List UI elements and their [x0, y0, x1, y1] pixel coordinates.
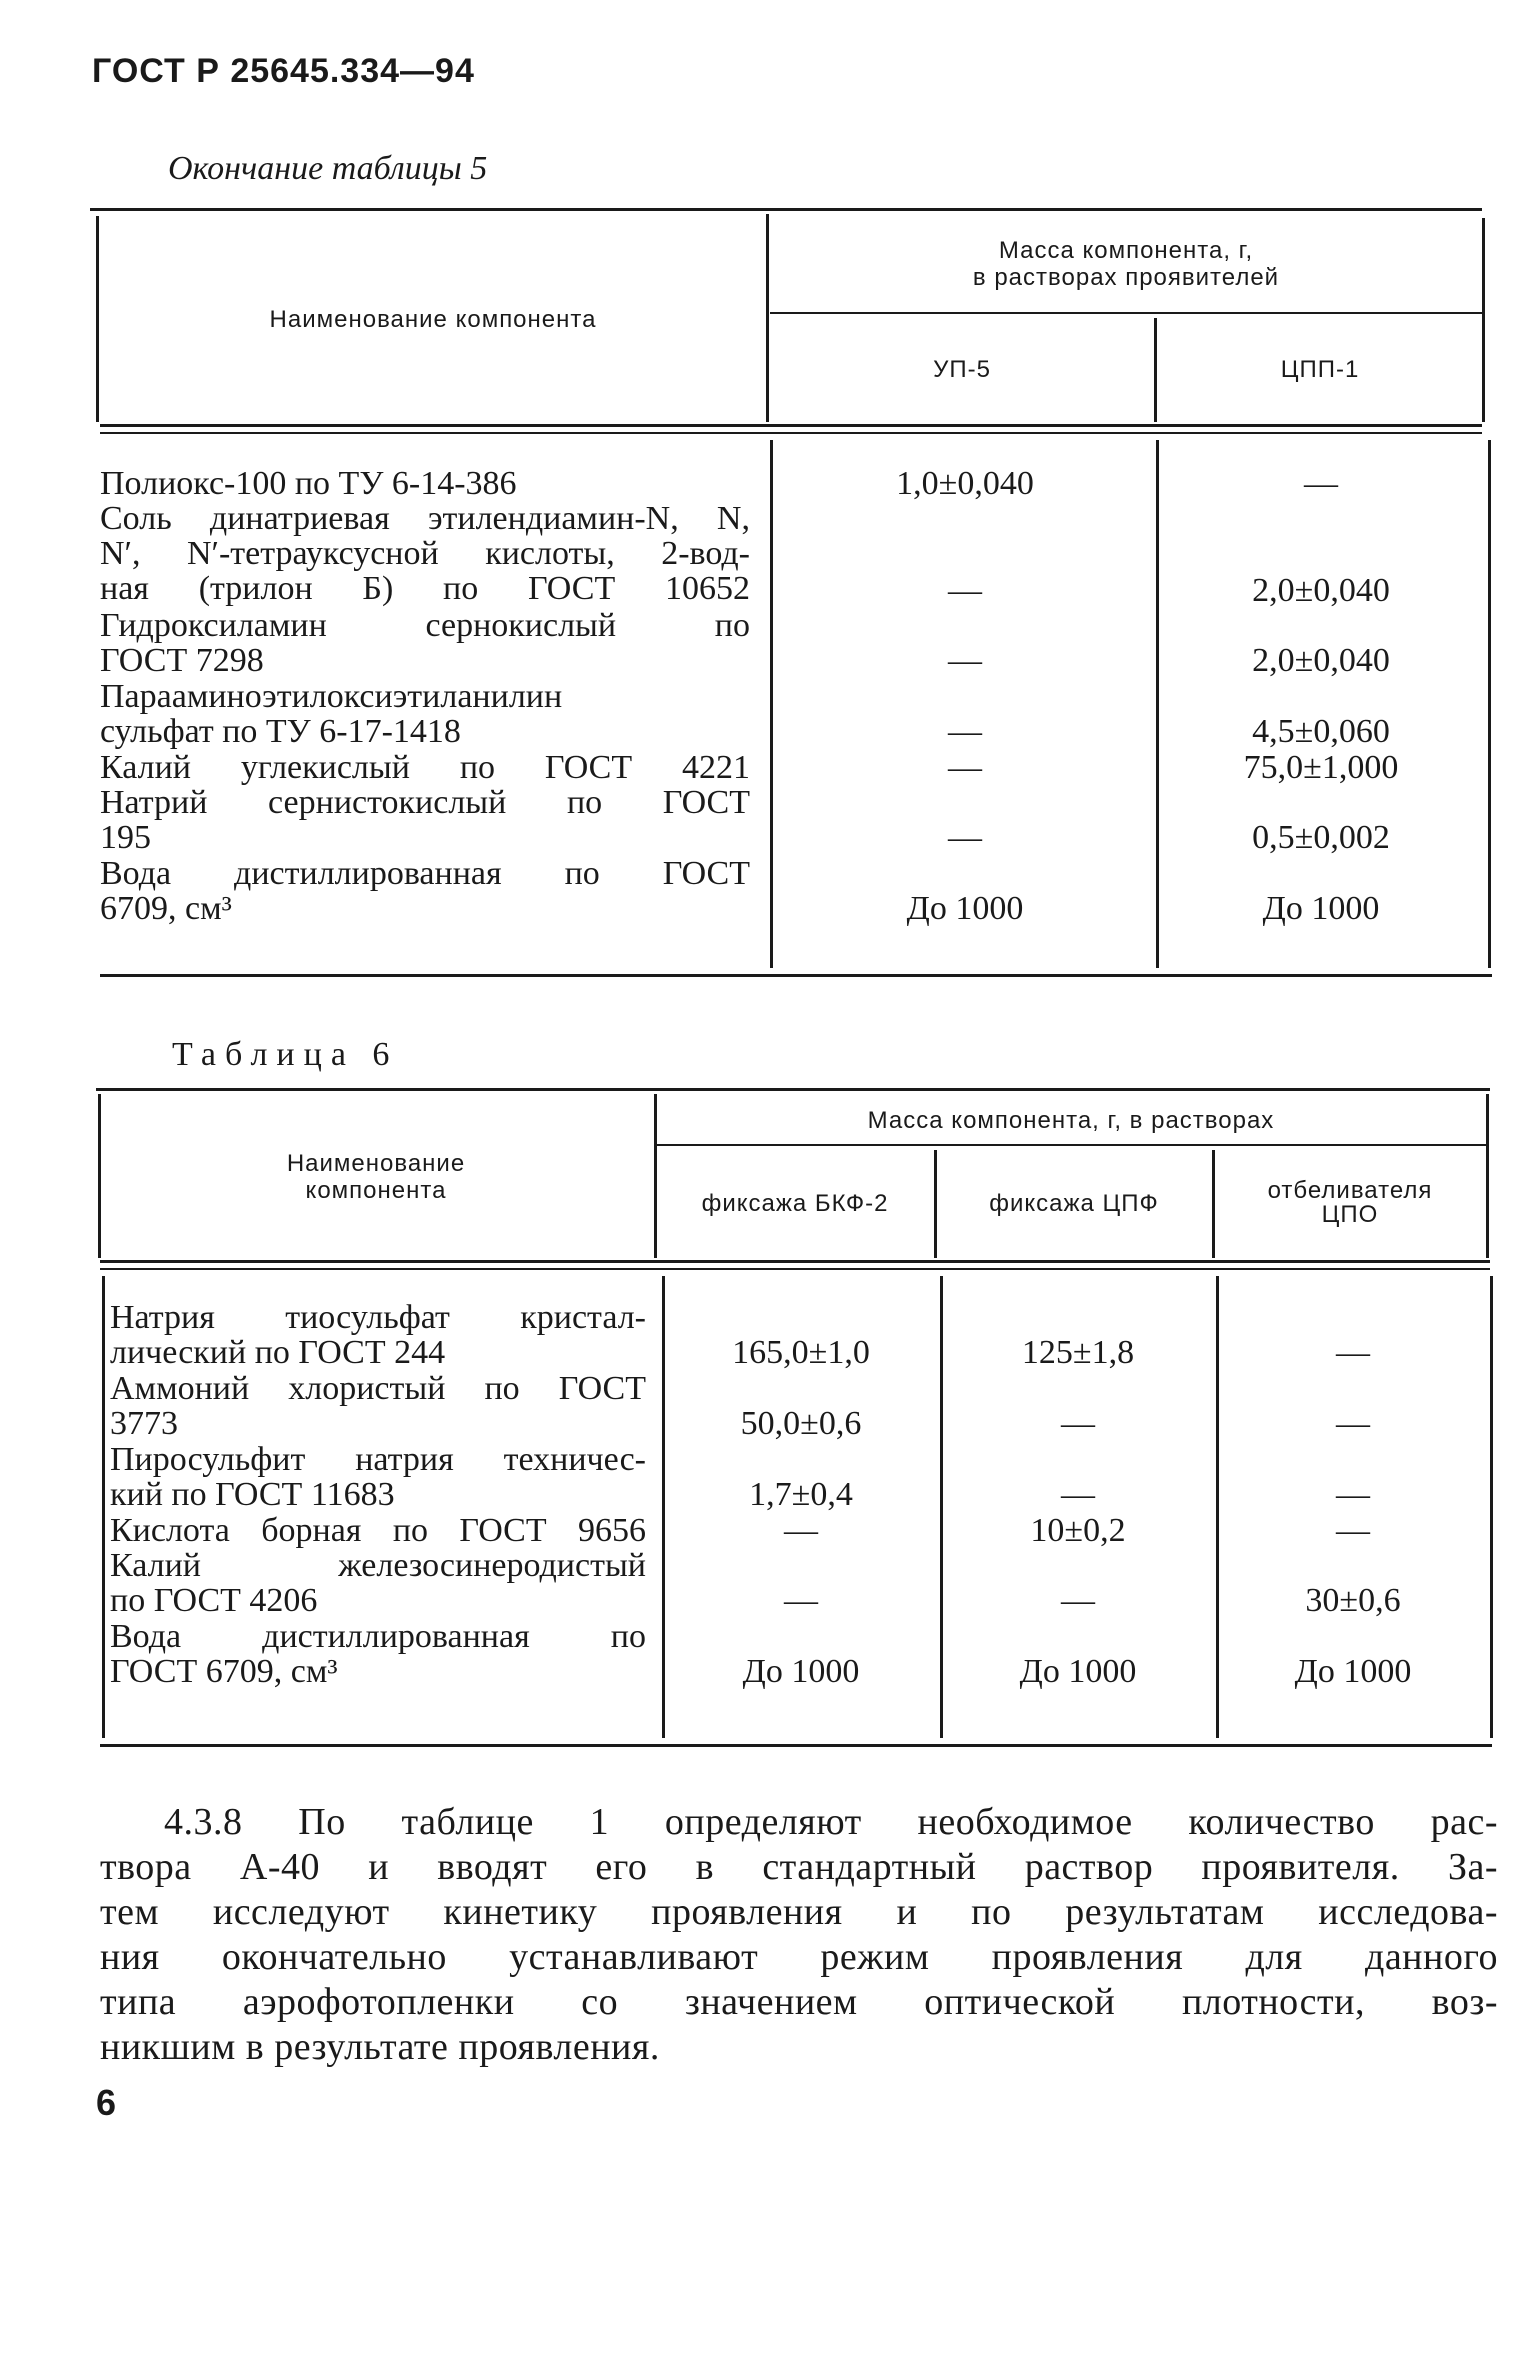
table6-row-name: Аммоний хлористый по ГОСТ 3773 — [110, 1370, 646, 1442]
table6-left-rule-body — [102, 1276, 105, 1738]
table6-row-value-b: — — [1061, 1405, 1095, 1442]
table5-right-rule-body — [1488, 440, 1491, 968]
table6-group-rule — [656, 1144, 1486, 1146]
table6-row-value-b: До 1000 — [1019, 1653, 1137, 1690]
table5-row-value-a: 1,0±0,040 — [896, 465, 1034, 502]
table5-col-b-header: ЦПП-1 — [1280, 355, 1360, 383]
table6-header-rule-2 — [100, 1268, 1490, 1270]
table6-col-group-header: Масса компонента, г, в растворах — [867, 1106, 1275, 1134]
table6-row-value-c: — — [1336, 1334, 1370, 1371]
table5-caption: Окончание таблицы 5 — [168, 150, 488, 187]
table5-right-rule — [1482, 218, 1485, 422]
table6-row-name: Натрия тиосульфат кристал- лический по ГОСТ 244 — [110, 1299, 646, 1371]
table5-row-name: Соль динатриевая этилендиамин-N, N, N′, N′-тетрауксусной кислоты, 2-вод- ная (трилон Б) по ГОСТ 10652 — [100, 500, 750, 607]
table5-row-name: Гидроксиламин сернокислый по ГОСТ 7298 — [100, 607, 750, 679]
table6-row-value-b: — — [1061, 1582, 1095, 1619]
table6-row-value-c: — — [1336, 1512, 1370, 1549]
table5-row-value-a: — — [948, 749, 982, 786]
table5-row-value-b: — — [1304, 465, 1338, 502]
table6-bottom-rule — [100, 1744, 1492, 1747]
table5-row-value-b: 0,5±0,002 — [1252, 819, 1390, 856]
table6-right-rule-body — [1490, 1276, 1493, 1738]
table5-left-rule — [96, 216, 99, 422]
table6-col-a-header: фиксажа БКФ-2 — [701, 1189, 889, 1217]
page-number: 6 — [96, 2082, 117, 2123]
table6-row-value-c: — — [1336, 1476, 1370, 1513]
table5-row-name: Вода дистиллированная по ГОСТ 6709, см³ — [100, 855, 750, 927]
table5-row-value-b: 75,0±1,000 — [1243, 749, 1399, 786]
table5-row-value-a: До 1000 — [906, 890, 1024, 927]
table6-col-b-header: фиксажа ЦПФ — [989, 1189, 1159, 1217]
table5-row-value-a: — — [948, 713, 982, 750]
table6-col-c-header: отбеливателя ЦПО — [1267, 1177, 1433, 1228]
table6-row-value-a: До 1000 — [742, 1653, 860, 1690]
table5-row-value-a: — — [948, 572, 982, 609]
table5-row-name: Парааминоэтилоксиэтиланилин сульфат по ТУ 6-17-1418 — [100, 678, 563, 750]
table5-col-a-header: УП-5 — [933, 355, 991, 383]
table6-row-value-a: 165,0±1,0 — [732, 1334, 870, 1371]
table5-col-rule-2 — [1156, 440, 1159, 968]
table5-row-value-b: 4,5±0,060 — [1252, 713, 1390, 750]
table6-row-name: Вода дистиллированная по ГОСТ 6709, см³ — [110, 1618, 646, 1690]
table5-col-rule-1h — [766, 214, 769, 422]
table6-row-value-c: 30±0,6 — [1305, 1582, 1401, 1619]
table5-row-value-a: — — [948, 819, 982, 856]
table6-row-value-b: 10±0,2 — [1030, 1512, 1126, 1549]
table6-caption: Таблица 6 — [172, 1036, 399, 1073]
table6-col-name-header: Наименование компонента — [286, 1150, 466, 1204]
table5-row-name: Полиокс-100 по ТУ 6-14-386 — [100, 465, 517, 502]
table6-right-rule — [1486, 1094, 1489, 1258]
table5-col-group-header: Масса компонента, г, в растворах проявителей — [972, 237, 1280, 291]
table5-row-value-b: 2,0±0,040 — [1252, 572, 1390, 609]
table5-row-name: Натрий сернистокислый по ГОСТ 195 — [100, 784, 750, 856]
table5-header-rule-2 — [100, 432, 1482, 434]
table5-top-rule — [90, 208, 1482, 211]
table5-row-value-b: До 1000 — [1262, 890, 1380, 927]
table5-col-rule-2h — [1154, 318, 1157, 422]
table5-col-rule-1 — [770, 440, 773, 968]
table6-row-name: Пиросульфит натрия техничес- кий по ГОСТ 11683 — [110, 1441, 646, 1513]
table5-group-rule — [770, 312, 1482, 314]
document-code: ГОСТ Р 25645.334—94 — [92, 52, 475, 90]
table6-row-value-a: — — [784, 1512, 818, 1549]
table6-row-name: Кислота борная по ГОСТ 9656 — [110, 1512, 646, 1549]
table6-top-rule — [96, 1088, 1490, 1091]
table6-row-value-a: — — [784, 1582, 818, 1619]
table5-row-value-a: — — [948, 642, 982, 679]
table6-row-value-b: — — [1061, 1476, 1095, 1513]
table6-row-value-a: 50,0±0,6 — [740, 1405, 862, 1442]
table5-header-rule — [100, 424, 1482, 427]
table5-bottom-rule — [100, 974, 1492, 977]
table6-row-name: Калий железосинеродистый по ГОСТ 4206 — [110, 1547, 646, 1619]
table5-row-value-b: 2,0±0,040 — [1252, 642, 1390, 679]
table6-row-value-c: До 1000 — [1294, 1653, 1412, 1690]
table6-header-rule — [100, 1260, 1490, 1263]
paragraph-4-3-8: 4.3.8 По таблице 1 определяют необходимое количество рас- твора А-40 и вводят его в стандартный раствор проявителя. За- тем исследуют кинетику проявления и по результатам исследова- ния окончательно устанавливают режим проявления для данного типа аэрофотопленки со значением оптической плотности, воз- никшим в результате проявления. — [100, 1801, 1498, 2068]
table6-row-value-c: — — [1336, 1405, 1370, 1442]
table5-row-name: Калий углекислый по ГОСТ 4221 — [100, 749, 750, 786]
table5-col-name-header: Наименование компонента — [269, 305, 597, 333]
table6-row-value-b: 125±1,8 — [1021, 1334, 1135, 1371]
table6-row-value-a: 1,7±0,4 — [749, 1476, 853, 1513]
